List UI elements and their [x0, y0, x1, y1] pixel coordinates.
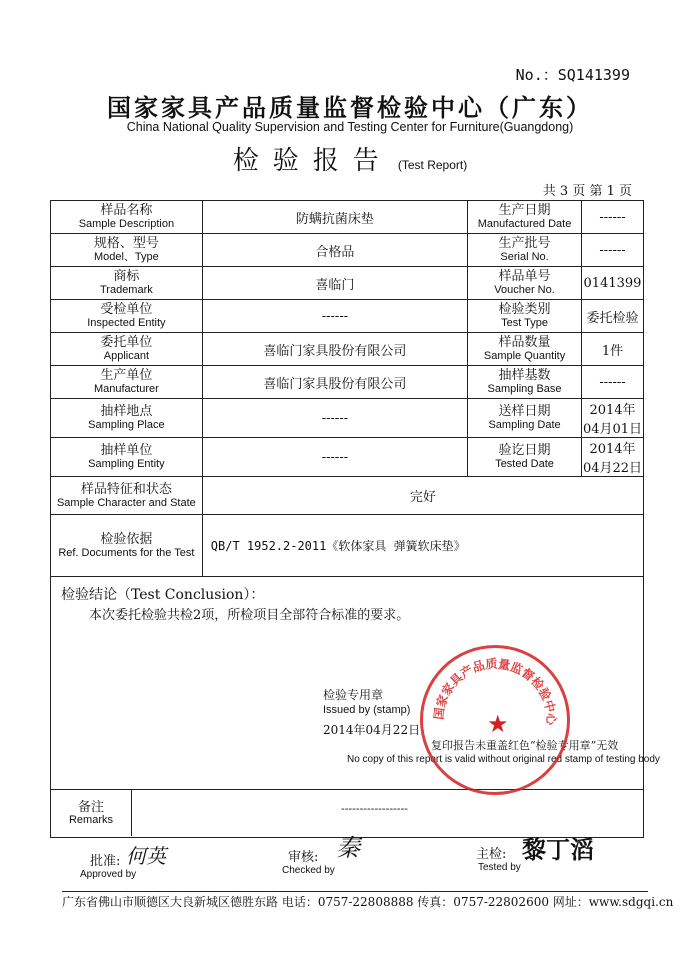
approved-label-en: Approved by — [80, 869, 137, 880]
info-row — [51, 234, 644, 267]
field-label-en: Sampling Base — [487, 383, 562, 395]
seal-star-icon: ★ — [487, 710, 509, 738]
page-count: 共 3 页 第 1 页 — [542, 184, 632, 199]
field-label-en: Manufactured Date — [477, 218, 572, 230]
approved-signature: 何英 — [126, 844, 166, 868]
remarks-label-en: Remarks — [68, 814, 113, 826]
info-row — [51, 267, 644, 300]
field-label-en: Applicant — [103, 350, 150, 362]
field-value-text: ------ — [321, 410, 349, 426]
tested-label-en: Tested by — [478, 862, 521, 873]
field-label — [468, 399, 582, 438]
remarks-label-cn: 备注 — [77, 800, 104, 815]
field-label — [51, 366, 203, 399]
field-value — [581, 234, 643, 267]
seal-text-path: 国家家具产品质量监督检验中心 — [431, 656, 559, 726]
field-label-en: Inspected Entity — [87, 317, 166, 329]
character-value: 完好 — [202, 477, 643, 515]
field-value-text: 喜临门家具股份有限公司 — [263, 376, 407, 392]
org-title-cn: 国家家具产品质量监督检验中心（广东） — [107, 93, 593, 122]
field-label-en: Sampling Entity — [88, 458, 165, 470]
info-row — [51, 366, 644, 399]
field-value-text: 委托检验 — [586, 310, 639, 326]
field-value — [202, 300, 467, 333]
field-value-text: 1件 — [601, 343, 624, 359]
field-label — [468, 333, 582, 366]
field-label-en: Tested Date — [495, 458, 554, 470]
field-label-en: Trademark — [99, 284, 153, 296]
field-label-cn: 受检单位 — [100, 302, 153, 317]
field-value — [202, 366, 467, 399]
info-row — [51, 300, 644, 333]
field-value — [202, 333, 467, 366]
basis-value: QB/T 1952.2-2011《软体家具 弹簧软床垫》 — [202, 515, 643, 577]
info-row — [51, 438, 644, 477]
field-value-text: ------ — [599, 209, 626, 225]
field-label-cn: 样品名称 — [100, 203, 153, 218]
character-row — [51, 477, 644, 515]
field-label-cn: 商标 — [113, 269, 140, 284]
field-label-cn: 生产单位 — [100, 368, 153, 383]
field-value — [202, 267, 467, 300]
basis-row — [51, 515, 644, 577]
report-title-cn: 检验报告 — [232, 146, 393, 176]
remarks-divider — [131, 790, 132, 836]
field-label — [51, 399, 203, 438]
footer-divider — [62, 891, 648, 892]
field-label-cn: 规格、型号 — [93, 236, 159, 251]
field-value-text: 喜临门家具股份有限公司 — [263, 343, 407, 359]
remarks-value: ------------------ — [341, 802, 408, 815]
basis-label-cn: 检验依据 — [100, 531, 153, 547]
field-label — [51, 201, 203, 234]
field-label-cn: 检验类别 — [498, 302, 551, 317]
field-value — [581, 399, 643, 438]
field-label-en: Model、Type — [93, 251, 159, 263]
field-value — [202, 201, 467, 234]
field-value-text: ------ — [599, 242, 626, 258]
tested-signature: 黎丁滔 — [522, 835, 594, 864]
field-label-en: Manufacturer — [93, 383, 159, 395]
field-label — [51, 333, 203, 366]
field-value-text: ------ — [321, 308, 349, 324]
character-label-en: Sample Character and State — [56, 496, 196, 509]
field-value — [581, 438, 643, 477]
basis-label-en: Ref. Documents for the Test — [58, 546, 195, 559]
field-label-cn: 抽样基数 — [498, 368, 551, 383]
tested-label: 主检: — [476, 847, 507, 862]
basis-label — [51, 515, 203, 577]
field-label-cn: 样品数量 — [498, 335, 551, 350]
field-label — [51, 234, 203, 267]
field-value — [581, 201, 643, 234]
field-value-text: 2014年04月01日 — [582, 403, 643, 437]
field-value — [202, 399, 467, 438]
field-label — [468, 366, 582, 399]
stamp-label: 检验专用章 — [323, 688, 384, 702]
field-label — [468, 234, 582, 267]
field-value — [581, 300, 643, 333]
field-label-cn: 样品单号 — [498, 269, 551, 284]
checked-label-en: Checked by — [282, 865, 335, 876]
field-label — [51, 300, 203, 333]
field-value-text: 2014年04月22日 — [582, 442, 643, 476]
approved-label: 批准: — [90, 854, 121, 869]
report-title — [0, 140, 700, 177]
field-label — [468, 438, 582, 477]
field-value — [581, 267, 643, 300]
field-label-cn: 委托单位 — [100, 335, 153, 350]
field-label-en: Voucher No. — [494, 284, 555, 296]
field-label-cn: 生产日期 — [498, 203, 551, 218]
conclusion-title: 检验结论（Test Conclusion）： — [61, 587, 265, 603]
field-label-en: Sample Description — [78, 218, 175, 230]
conclusion-text: 本次委托检验共检2项，所检项目全部符合标准的要求。 — [89, 608, 410, 623]
stamp-date: 2014年04月22日 — [323, 723, 421, 737]
field-value-text: 0141399 — [583, 275, 642, 291]
info-row — [51, 201, 644, 234]
checked-signature: 秦 — [336, 834, 360, 862]
report-number: No.：SQ141399 — [515, 66, 630, 84]
field-value-text: 防螨抗菌床垫 — [295, 211, 374, 227]
field-label — [468, 201, 582, 234]
copy-notice-cn: 复印报告未重盖红色“检验专用章”无效 — [431, 739, 619, 752]
field-label-cn: 抽样地点 — [100, 404, 153, 419]
field-label — [468, 267, 582, 300]
field-label — [51, 438, 203, 477]
stamp-label-en: Issued by (stamp) — [323, 704, 411, 716]
field-label-en: Serial No. — [500, 251, 549, 263]
report-title-en: (Test Report) — [397, 158, 468, 172]
field-value — [581, 333, 643, 366]
org-title-en: China National Quality Supervision and Testing Center for Furniture(Guangdong) — [126, 120, 574, 134]
info-row — [51, 399, 644, 438]
field-label-cn: 送样日期 — [498, 404, 551, 419]
info-row — [51, 333, 644, 366]
field-label-cn: 生产批号 — [498, 236, 551, 251]
field-label-cn: 验讫日期 — [498, 443, 551, 458]
footer-contact: 广东省佛山市顺德区大良新城区德胜东路 电话：0757-22808888 传真：0757-22802600 网址：www.sdgqi.cn — [62, 895, 674, 909]
field-label — [51, 267, 203, 300]
info-table — [50, 200, 644, 577]
field-value — [202, 234, 467, 267]
field-label-en: Sample Quantity — [483, 350, 566, 362]
copy-notice-en: No copy of this report is valid without original red stamp of testing body — [347, 754, 660, 765]
field-label-en: Sampling Date — [488, 419, 561, 431]
character-label — [51, 477, 203, 515]
field-value-text: 合格品 — [315, 244, 355, 260]
checked-label: 审核: — [288, 850, 319, 865]
field-label — [468, 300, 582, 333]
field-value — [202, 438, 467, 477]
field-value — [581, 366, 643, 399]
field-label-cn: 抽样单位 — [100, 443, 153, 458]
field-value-text: ------ — [321, 449, 349, 465]
field-value-text: 喜临门 — [315, 277, 355, 293]
field-value-text: ------ — [599, 374, 626, 390]
field-label-en: Sampling Place — [88, 419, 165, 431]
field-label-en: Test Type — [501, 317, 548, 329]
character-label-cn: 样品特征和状态 — [80, 481, 172, 497]
